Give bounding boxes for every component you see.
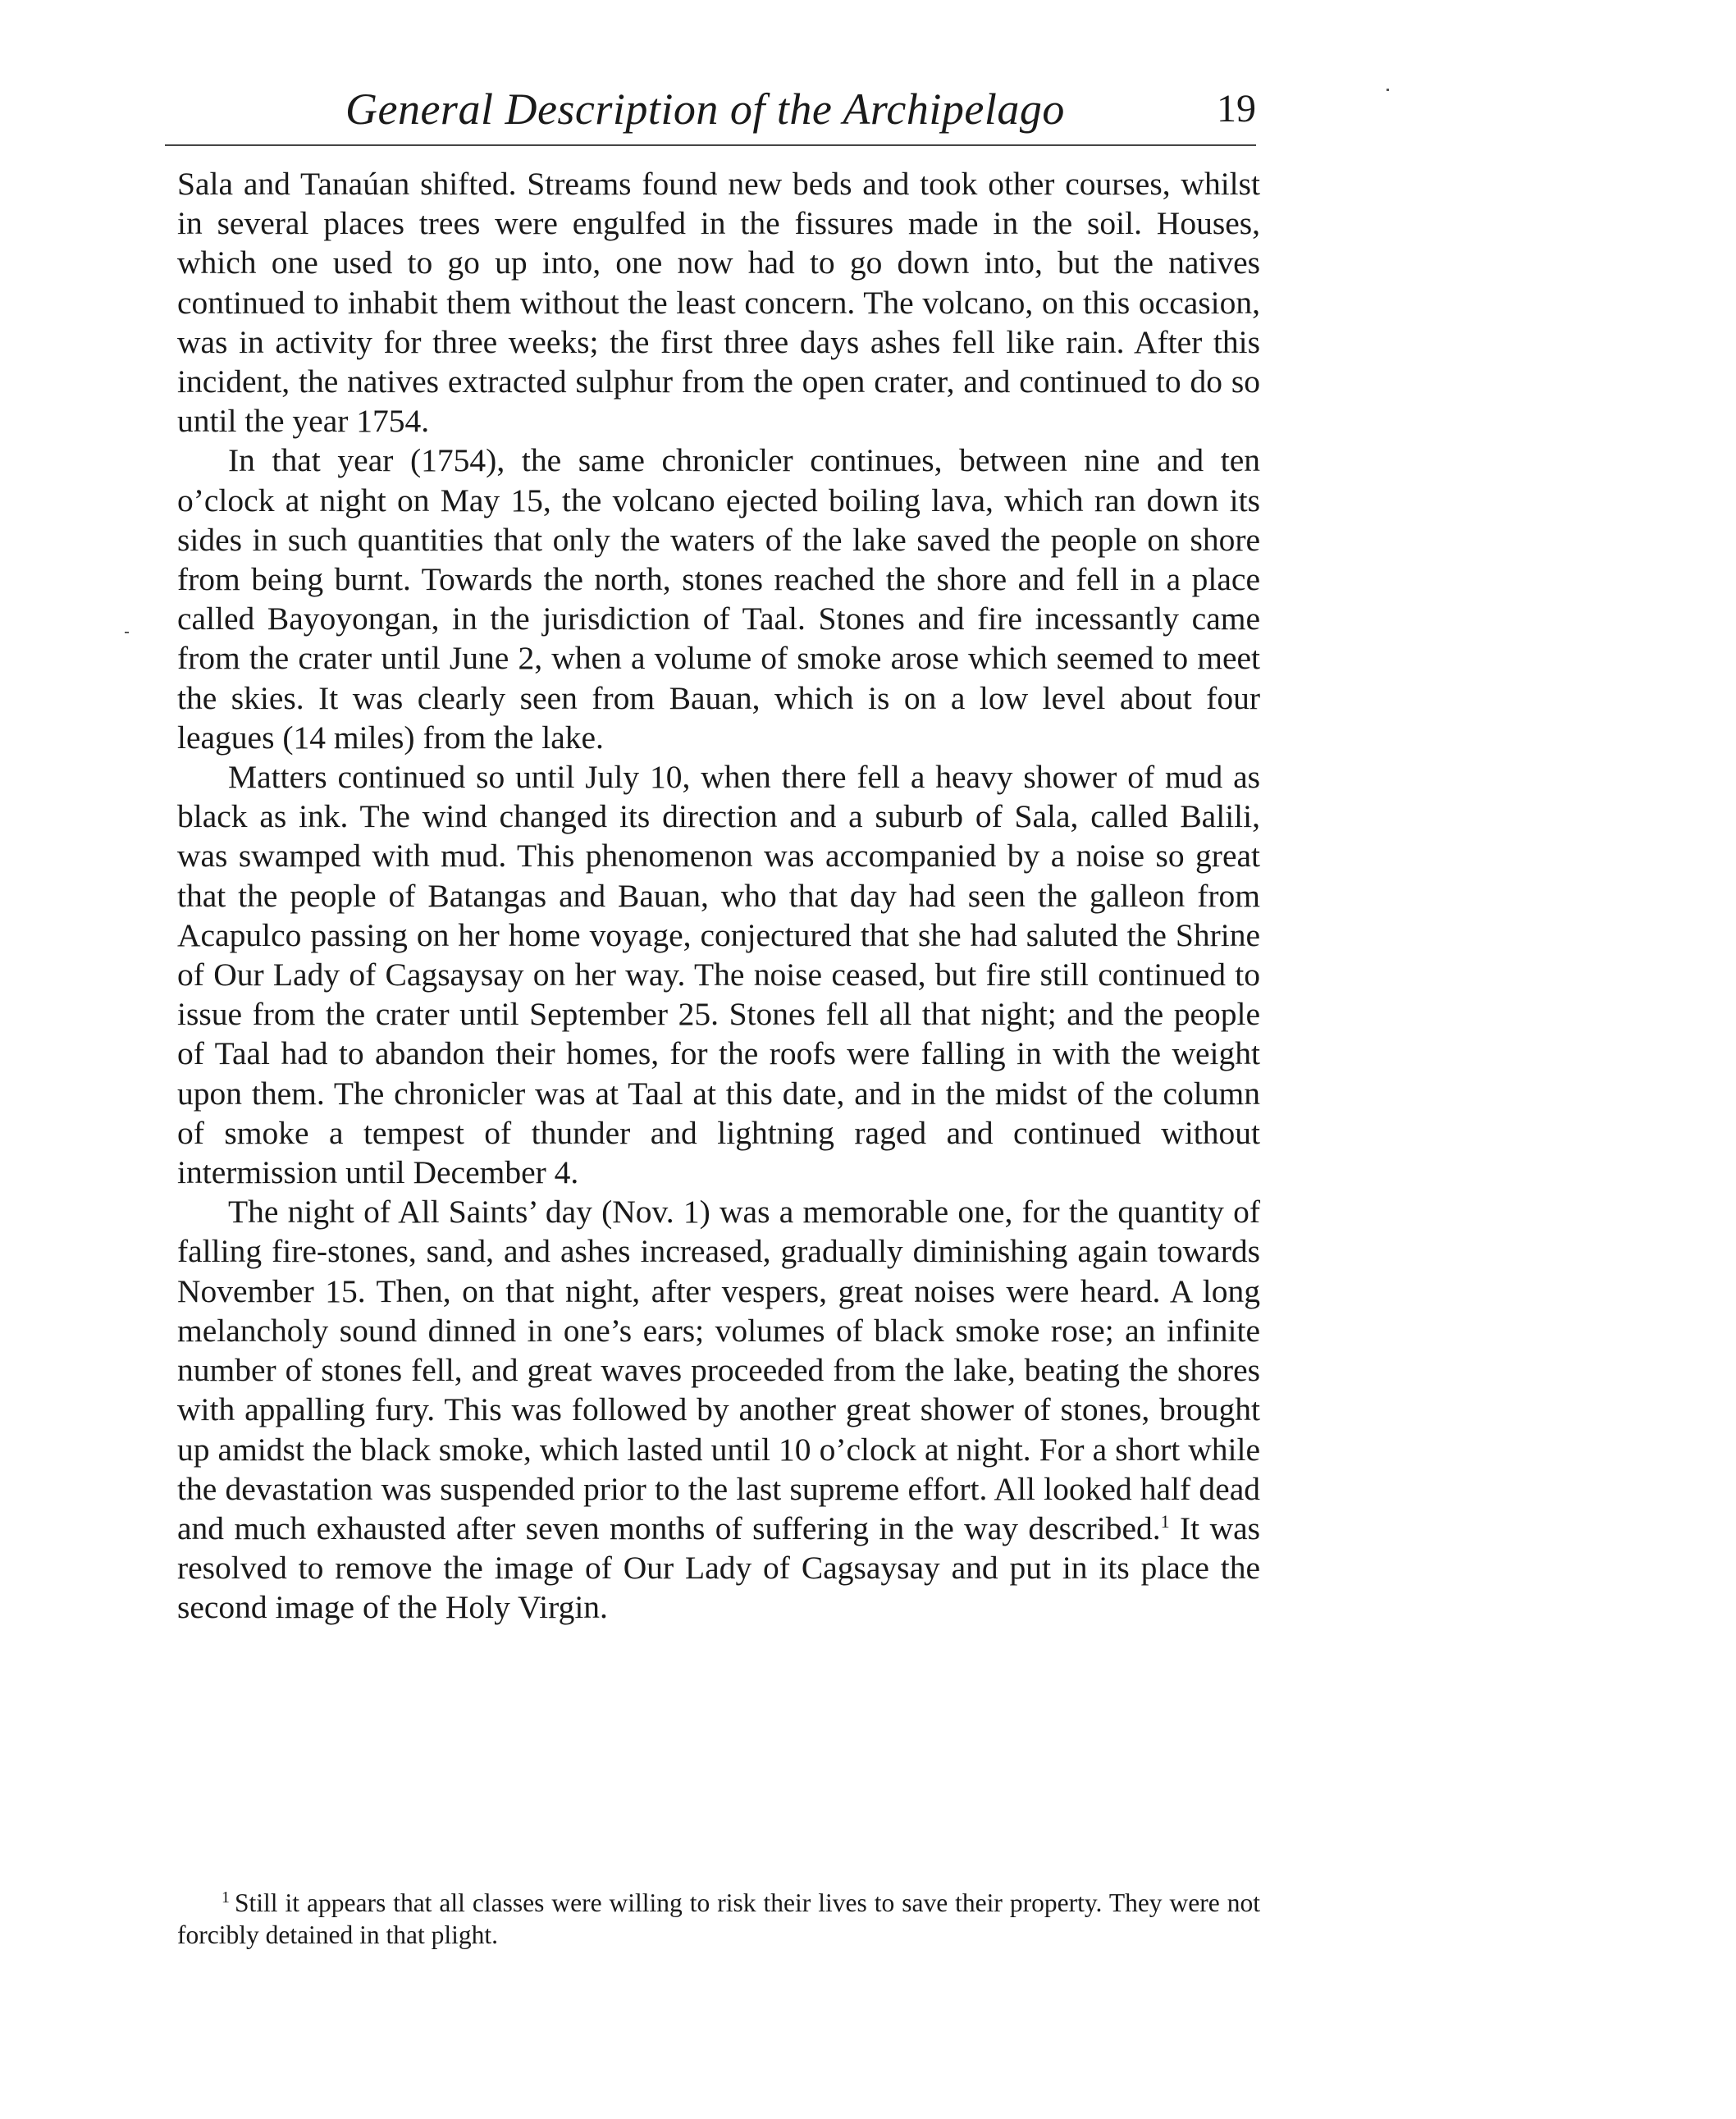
body-text (177, 164, 1260, 1628)
paragraph-3: Matters continued so until July 10, when there fell a heavy shower of mud as black as ink. The wind changed its direction and a suburb of Sala, called Balili, was swamped with mud. This phenomenon was accompanied by a noise so great that the people of Batangas and Bauan, who that day had seen the galleon from Acapulco passing on her home voyage, conjectured that she had saluted the Shrine of Our Lady of Cagsaysay on her way. The noise ceased, but fire still continued to issue from the crater until September 25. Stones fell all that night; and the people of Taal had to abandon their homes, for the roofs were falling in with the weight upon them. The chronicler was at Taal at this date, and in the midst of the column of smoke a tempest of thunder and lightning raged and continued without intermission until December 4. (177, 759, 1260, 1191)
paragraph-2: In that year (1754), the same chronicler continues, between nine and ten o’clock at night on May 15, the volcano ejected boiling lava, which ran down its sides in such quantities that only the waters of the lake saved the people on shore from being burnt. Towards the north, stones reached the shore and fell in a place called Bayoyongan, in the jurisdiction of Taal. Stones and fire incessantly came from the crater until June 2, when a volume of smoke arose which seemed to meet the skies. It was clearly seen from Bauan, which is on a low level about four leagues (14 miles) from the lake. (177, 442, 1260, 756)
paragraph-4-continuation: It was resolved to remove the image of Our Lady of Cagsaysay and put in its place the second image of the Holy Virgin. (177, 1509, 1261, 1626)
footnote-mark: 1 (222, 1888, 230, 1907)
footnote (177, 1887, 1260, 1951)
header-rule (165, 144, 1256, 146)
margin-speck (1387, 89, 1389, 91)
running-title: General Description of the Archipelago (345, 84, 1065, 134)
page-number: 19 (1217, 87, 1256, 130)
footnote-text: Still it appears that all classes were willing to risk their lives to save their property. They were not forcibly detained in that plight. (177, 1888, 1260, 1949)
running-head (165, 78, 1256, 140)
margin-speck (125, 632, 129, 633)
footnote-reference[interactable]: 1 (1160, 1510, 1170, 1532)
paragraph-4 (177, 1192, 1260, 1627)
paragraph-4-text: The night of All Saints’ day (Nov. 1) was a memorable one, for the quantity of falling fire-stones, sand, and ashes increased, gradually diminishing again towards November 15. Then, on that night, after vespers, great noises were heard. A long melancholy sound dinned in one’s ears; volumes of black smoke rose; an infinite number of stones fell, and great waves proceeded from the lake, beating the shores with appalling fury. This was followed by another great shower of stones, brought up amidst the black smoke, which lasted until 10 o’clock at night. For a short while the devastation was suspended prior to the last supreme effort. All looked half dead and much exhausted after seven months of suffering in the way described. (177, 1194, 1260, 1546)
paragraph-1: Sala and Tanaúan shifted. Streams found new beds and took other courses, whilst in several places trees were engulfed in the fissures made in the soil. Houses, which one used to go up into, one now had to go down into, but the natives continued to inhabit them without the least concern. The volcano, on this occasion, was in activity for three weeks; the first three days ashes fell like rain. After this incident, the natives extracted sulphur from the open crater, and continued to do so until the year 1754. (177, 166, 1260, 440)
